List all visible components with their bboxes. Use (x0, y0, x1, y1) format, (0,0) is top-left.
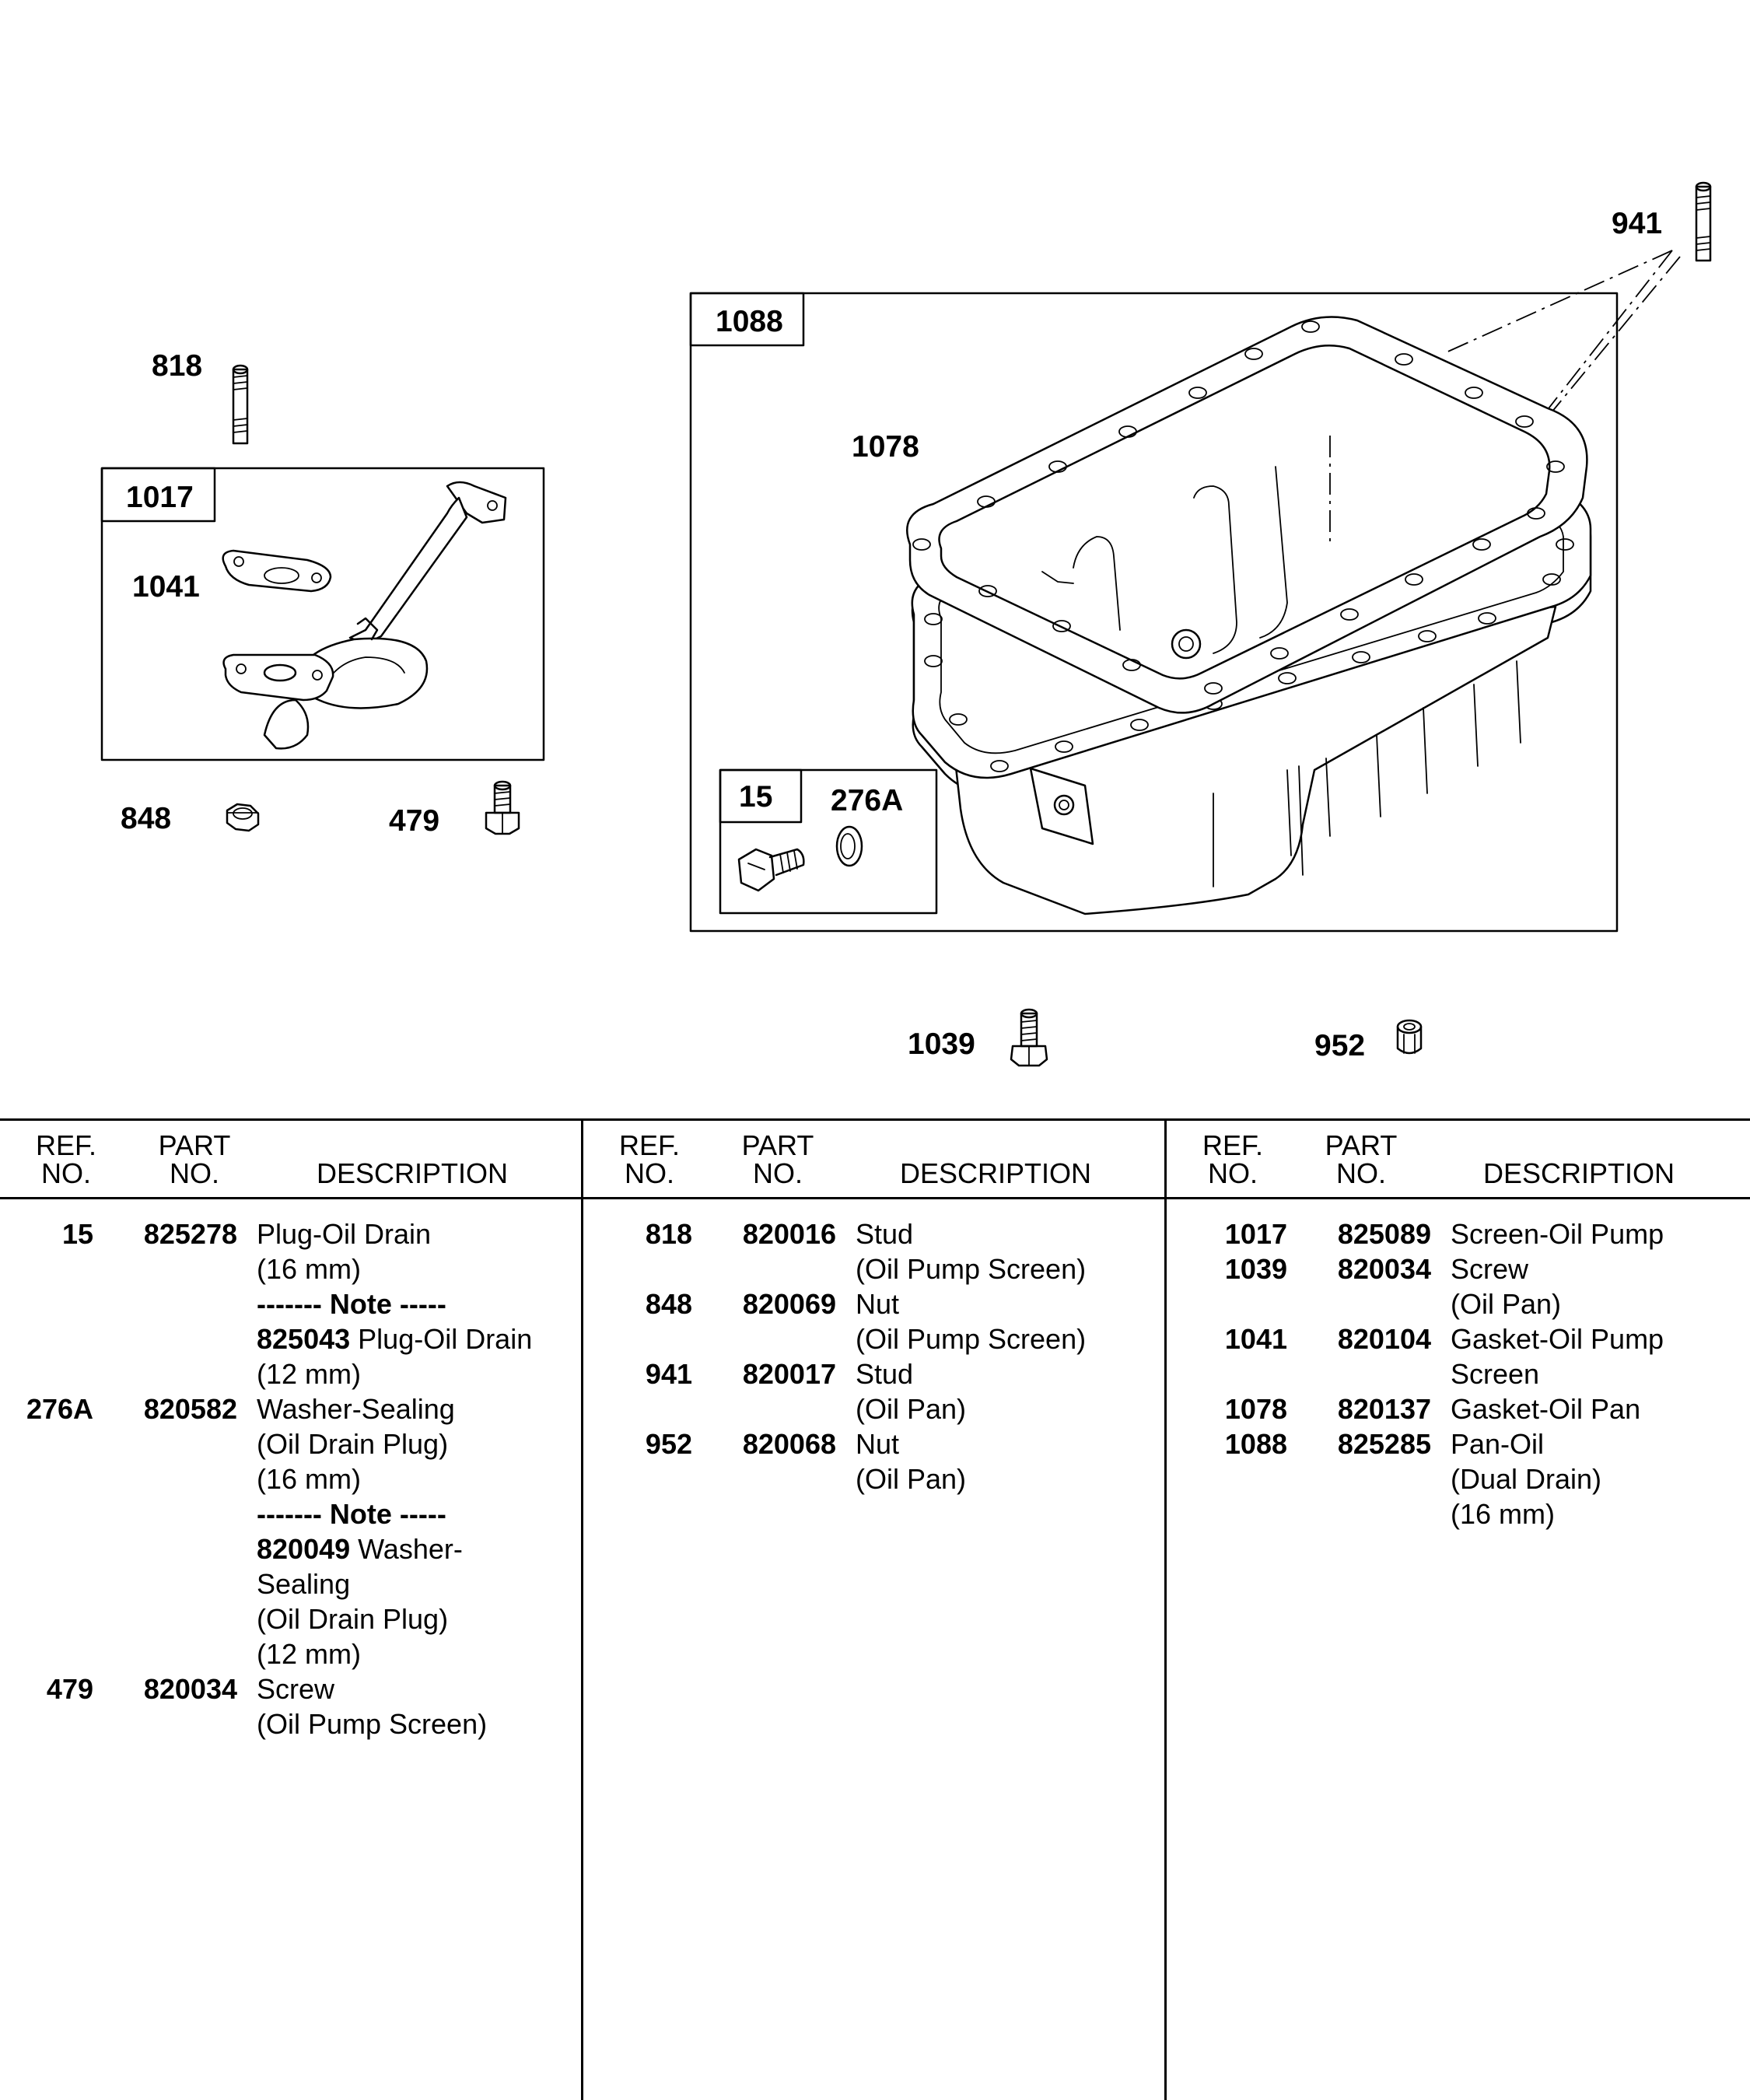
callout-941[interactable]: 941 (1612, 207, 1663, 240)
callout-818[interactable]: 818 (152, 349, 203, 383)
ref-number: 479 (46, 1673, 93, 1705)
part-number: 820068 (742, 1428, 836, 1460)
description: Plug-Oil Drain (16 mm) (257, 1218, 432, 1285)
ref-number: 818 (645, 1218, 692, 1250)
header-description: DESCRIPTION (316, 1157, 509, 1189)
table-header (1167, 1121, 1750, 1199)
nut-848-icon[interactable] (227, 804, 258, 831)
part-number: 825089 (1337, 1218, 1431, 1250)
header-ref-line2: NO. (40, 1157, 91, 1189)
description: Screen-Oil Pump (1451, 1218, 1664, 1250)
part-number: 820034 (143, 1673, 237, 1705)
header-description: DESCRIPTION (1482, 1157, 1675, 1189)
ref-number: 952 (645, 1428, 692, 1460)
ref-number: 1041 (1224, 1323, 1287, 1355)
description: Gasket-Oil Pump Screen (1451, 1323, 1664, 1390)
header-part-line1: PART (1325, 1129, 1398, 1161)
header-ref-line1: REF. (1202, 1129, 1263, 1161)
part-number: 825285 (1337, 1428, 1431, 1460)
callout-848[interactable]: 848 (121, 802, 172, 835)
screw-1039-icon[interactable] (1011, 1010, 1047, 1066)
part-number: 820016 (742, 1218, 836, 1250)
part-number: 820582 (143, 1393, 237, 1425)
ref-number: 941 (645, 1358, 692, 1390)
table-header (583, 1121, 1164, 1199)
description: Pan-Oil (Dual Drain) (16 mm) (1451, 1428, 1602, 1530)
parts-column-1: REF. NO. PART NO. DESCRIPTION 15 825278 Plug-Oil Drain (16 mm) ------- Note ----- 825043 Plug-Oil Drain (12 mm) 276A 820582 Washer-Sealing (Oil Drain Plug) (16 mm) ------- Note ----- 820049 Washer- Sealing (Oil Drain Plug) (12 mm) 479 820034 Screw (Oil Pump Screen) (0, 1121, 581, 2100)
header-ref-line2: NO. (624, 1157, 674, 1189)
callout-1039[interactable]: 1039 (908, 1027, 975, 1061)
ref-number: 1017 (1224, 1218, 1287, 1250)
part-number: 820017 (742, 1358, 836, 1390)
description: Stud (Oil Pump Screen) (856, 1218, 1087, 1285)
description: Gasket-Oil Pan (1451, 1393, 1641, 1425)
description: Screw (Oil Pump Screen) (257, 1673, 488, 1740)
ref-number: 1088 (1224, 1428, 1287, 1460)
part-number: 820034 (1337, 1253, 1431, 1285)
description: 820049 Washer- Sealing (Oil Drain Plug) (12 mm) (257, 1533, 463, 1670)
header-ref-line1: REF. (35, 1129, 96, 1161)
header-description: DESCRIPTION (899, 1157, 1092, 1189)
part-number: 820069 (742, 1288, 836, 1320)
parts-column-3 (1164, 1121, 1750, 2100)
callout-1041[interactable]: 1041 (132, 570, 200, 604)
description: Screw (Oil Pan) (1451, 1253, 1562, 1320)
screw-479-icon[interactable] (486, 782, 519, 834)
stud-941-icon[interactable] (1696, 183, 1710, 261)
callout-15[interactable]: 15 (739, 780, 773, 814)
description: Nut (Oil Pan) (856, 1428, 967, 1495)
description: 825043 Plug-Oil Drain (12 mm) (257, 1323, 533, 1390)
parts-list-table (0, 1118, 1750, 2100)
header-part-line1: PART (158, 1129, 231, 1161)
description: Stud (Oil Pan) (856, 1358, 967, 1425)
callout-1017[interactable]: 1017 (126, 481, 194, 514)
callout-1088[interactable]: 1088 (716, 305, 783, 338)
ref-number: 848 (645, 1288, 692, 1320)
ref-number: 276A (26, 1393, 93, 1425)
parts-column-2 (581, 1121, 1164, 2100)
description: Washer-Sealing (Oil Drain Plug) (16 mm) (257, 1393, 455, 1495)
header-part-line2: NO. (752, 1157, 803, 1189)
callout-276A[interactable]: 276A (831, 784, 904, 817)
part-number: 825278 (143, 1218, 237, 1250)
part-number: 820137 (1337, 1393, 1431, 1425)
header-part-line1: PART (741, 1129, 814, 1161)
header-ref-line1: REF. (618, 1129, 680, 1161)
oil-pump-screen-icon[interactable] (224, 482, 506, 748)
part-number: 820104 (1337, 1323, 1431, 1355)
ref-number: 1039 (1224, 1253, 1287, 1285)
ref-number: 1078 (1224, 1393, 1287, 1425)
stud-818-icon[interactable] (233, 366, 247, 443)
header-part-line2: NO. (169, 1157, 219, 1189)
header-ref-line2: NO. (1207, 1157, 1258, 1189)
pump-screen-gasket-icon[interactable] (223, 551, 331, 591)
callout-1078[interactable]: 1078 (852, 430, 919, 464)
table-header (0, 1121, 581, 1199)
callout-479[interactable]: 479 (389, 804, 440, 838)
header-part-line2: NO. (1335, 1157, 1386, 1189)
ref-number: 15 (61, 1218, 93, 1250)
description: Nut (Oil Pump Screen) (856, 1288, 1087, 1355)
nut-952-icon[interactable] (1398, 1020, 1421, 1053)
callout-952[interactable]: 952 (1314, 1029, 1366, 1062)
